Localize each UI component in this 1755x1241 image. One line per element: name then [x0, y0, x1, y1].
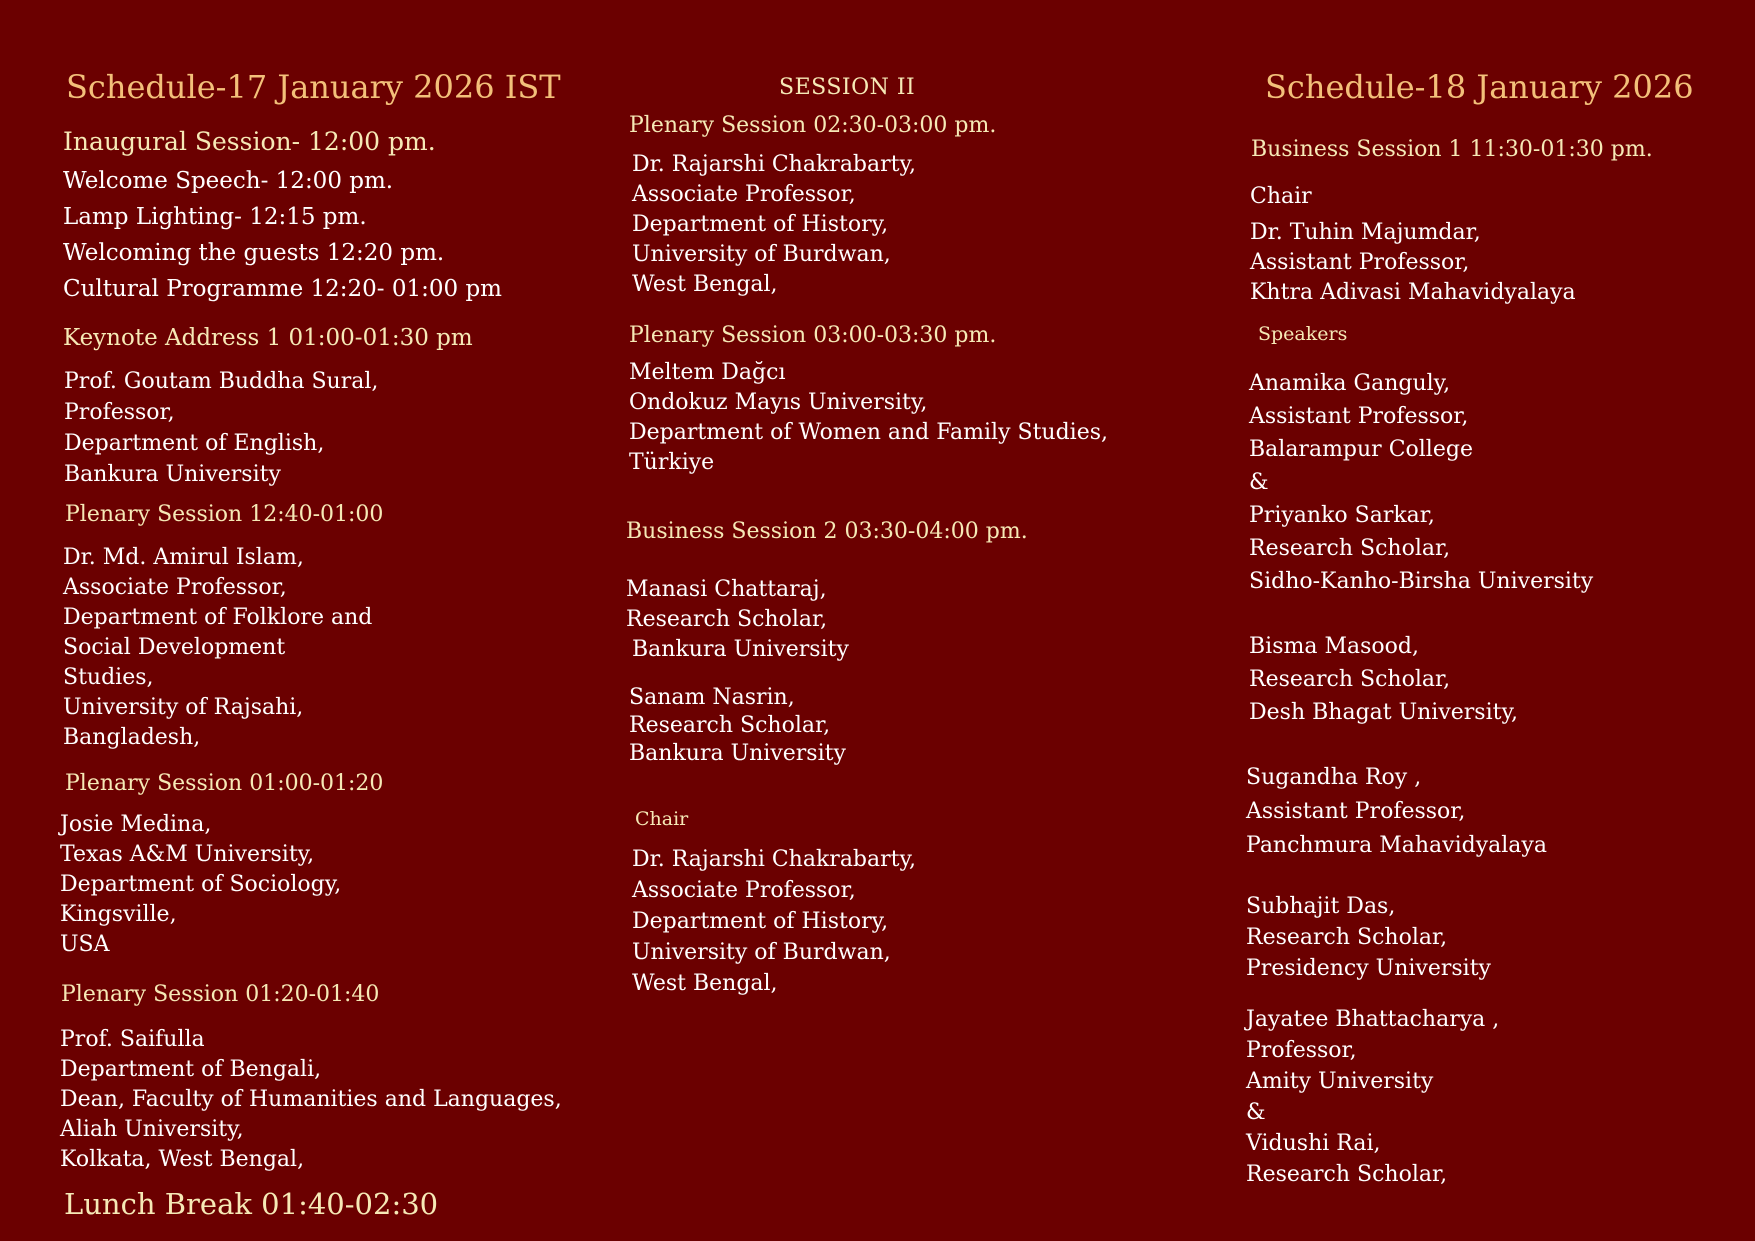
- col3-chair-line: Assistant Professor,: [1250, 250, 1470, 275]
- col2-chair-line: Dr. Rajarshi Chakrabarty,: [632, 847, 916, 872]
- plenary-b-line: Ondokuz Mayıs University,: [629, 390, 928, 415]
- speaker-group-2: [1249, 630, 1518, 729]
- col3-chair-line: Khtra Adivasi Mahavidyalaya: [1250, 280, 1576, 305]
- plenary1-speaker: [63, 543, 372, 753]
- plenary3-line: Prof. Saifulla: [60, 1027, 205, 1052]
- speaker-line: Professor,: [1246, 1038, 1357, 1063]
- plenary-b-speaker: [629, 358, 1108, 478]
- plenary-a-line: University of Burdwan,: [632, 242, 891, 267]
- speaker-group-4: [1246, 891, 1491, 984]
- speaker-line: &: [1249, 470, 1269, 495]
- business2-speaker2-line: Research Scholar,: [629, 713, 831, 738]
- keynote-line: Department of English,: [64, 431, 325, 456]
- plenary1-line: Studies,: [63, 665, 154, 690]
- plenary3-line: Aliah University,: [60, 1117, 244, 1142]
- plenary3-heading: Plenary Session 01:20-01:40: [61, 982, 380, 1007]
- speaker-line: Bisma Masood,: [1249, 634, 1419, 659]
- col2-chair: [632, 844, 916, 999]
- business2-speaker2-line: Bankura University: [629, 741, 846, 766]
- plenary1-line: Dr. Md. Amirul Islam,: [63, 545, 304, 570]
- event-welcoming-guests: Welcoming the guests 12:20 pm.: [63, 240, 445, 266]
- speaker-line: Vidushi Rai,: [1246, 1131, 1381, 1156]
- keynote-heading: Keynote Address 1 01:00-01:30 pm: [63, 325, 473, 351]
- speaker-line: Sidho-Kanho-Birsha University: [1249, 569, 1594, 594]
- business1-heading: Business Session 1 11:30-01:30 pm.: [1251, 137, 1653, 162]
- speaker-line: Jayatee Bhattacharya ,: [1246, 1007, 1500, 1032]
- plenary-a-line: Department of History,: [632, 212, 889, 237]
- col3-chair-label: Chair: [1250, 184, 1312, 209]
- plenary-b-line: Department of Women and Family Studies,: [629, 420, 1108, 445]
- business2-speaker1-line: Bankura University: [632, 637, 849, 662]
- event-cultural-programme: Cultural Programme 12:20- 01:00 pm: [63, 276, 502, 302]
- business2-heading: Business Session 2 03:30-04:00 pm.: [626, 519, 1028, 544]
- plenary1-line: Social Development: [63, 635, 286, 660]
- col3-chair: [1250, 218, 1576, 308]
- inaugural-session: Inaugural Session- 12:00 pm.: [63, 127, 436, 156]
- speaker-line: Priyanko Sarkar,: [1249, 503, 1435, 528]
- plenary3-line: Kolkata, West Bengal,: [60, 1147, 305, 1172]
- speaker-line: Panchmura Mahavidyalaya: [1246, 833, 1547, 858]
- col2-chair-line: Department of History,: [632, 909, 889, 934]
- business2-speaker2-line: Sanam Nasrin,: [629, 685, 795, 710]
- session-ii-title: SESSION II: [779, 75, 916, 100]
- plenary-a-line: Associate Professor,: [632, 182, 856, 207]
- keynote-speaker: [64, 366, 378, 490]
- plenary2-heading: Plenary Session 01:00-01:20: [65, 771, 384, 796]
- speaker-group-1: [1249, 367, 1593, 598]
- lunch-break: Lunch Break 01:40-02:30: [64, 1187, 439, 1221]
- schedule-day2-title: Schedule-18 January 2026: [1265, 68, 1694, 106]
- plenary1-heading: Plenary Session 12:40-01:00: [65, 502, 384, 527]
- speaker-group-3: [1246, 761, 1547, 863]
- speaker-group-5: [1246, 1004, 1499, 1190]
- business2-speaker1-line: Manasi Chattaraj,: [626, 577, 827, 602]
- plenary1-line: Bangladesh,: [63, 725, 201, 750]
- col2-chair-line: Associate Professor,: [632, 878, 856, 903]
- event-welcome-speech: Welcome Speech- 12:00 pm.: [63, 168, 394, 194]
- speaker-line: Sugandha Roy ,: [1246, 765, 1422, 790]
- keynote-line: Professor,: [64, 400, 175, 425]
- plenary3-line: Department of Bengali,: [60, 1057, 322, 1082]
- plenary-a-line: Dr. Rajarshi Chakrabarty,: [632, 152, 916, 177]
- speaker-line: &: [1246, 1100, 1266, 1125]
- keynote-line: Prof. Goutam Buddha Sural,: [64, 369, 379, 394]
- speaker-line: Research Scholar,: [1249, 667, 1451, 692]
- col2-chair-line: University of Burdwan,: [632, 940, 891, 965]
- speaker-line: Desh Bhagat University,: [1249, 700, 1518, 725]
- keynote-line: Bankura University: [64, 462, 281, 487]
- col2-chair-line: West Bengal,: [632, 971, 778, 996]
- speaker-line: Presidency University: [1246, 956, 1491, 981]
- speaker-line: Amity University: [1246, 1069, 1434, 1094]
- plenary2-line: Josie Medina,: [60, 812, 212, 837]
- plenary2-speaker: [60, 810, 341, 960]
- plenary-b-line: Meltem Dağcı: [629, 360, 786, 385]
- speaker-line: Balarampur College: [1249, 437, 1473, 462]
- plenary3-speaker: [60, 1025, 562, 1175]
- business2-speaker1: [626, 575, 849, 665]
- plenary2-line: Department of Sociology,: [60, 872, 342, 897]
- col3-chair-line: Dr. Tuhin Majumdar,: [1250, 220, 1481, 245]
- plenary-b-line: Türkiye: [629, 450, 715, 475]
- speaker-line: Subhajit Das,: [1246, 894, 1396, 919]
- plenary-a-heading: Plenary Session 02:30-03:00 pm.: [629, 113, 997, 138]
- speaker-line: Anamika Ganguly,: [1249, 371, 1451, 396]
- speakers-label: Speakers: [1258, 323, 1348, 345]
- plenary2-line: USA: [60, 932, 110, 957]
- speaker-line: Research Scholar,: [1246, 925, 1448, 950]
- event-lamp-lighting: Lamp Lighting- 12:15 pm.: [63, 204, 367, 230]
- schedule-day1-title: Schedule-17 January 2026 IST: [66, 68, 561, 106]
- col2-chair-label: Chair: [635, 808, 689, 830]
- plenary-b-heading: Plenary Session 03:00-03:30 pm.: [629, 323, 997, 348]
- plenary1-line: University of Rajsahi,: [63, 695, 304, 720]
- plenary1-line: Department of Folklore and: [63, 605, 373, 630]
- plenary-a-speaker: [632, 150, 916, 300]
- speaker-line: Research Scholar,: [1249, 536, 1451, 561]
- speaker-line: Research Scholar,: [1246, 1162, 1448, 1187]
- plenary-a-line: West Bengal,: [632, 272, 778, 297]
- business2-speaker1-line: Research Scholar,: [626, 607, 828, 632]
- speaker-line: Assistant Professor,: [1249, 404, 1469, 429]
- business2-speaker2: [629, 684, 846, 768]
- plenary3-line: Dean, Faculty of Humanities and Languages,: [60, 1087, 562, 1112]
- speaker-line: Assistant Professor,: [1246, 799, 1466, 824]
- plenary2-line: Texas A&M University,: [60, 842, 315, 867]
- plenary1-line: Associate Professor,: [63, 575, 287, 600]
- plenary2-line: Kingsville,: [60, 902, 177, 927]
